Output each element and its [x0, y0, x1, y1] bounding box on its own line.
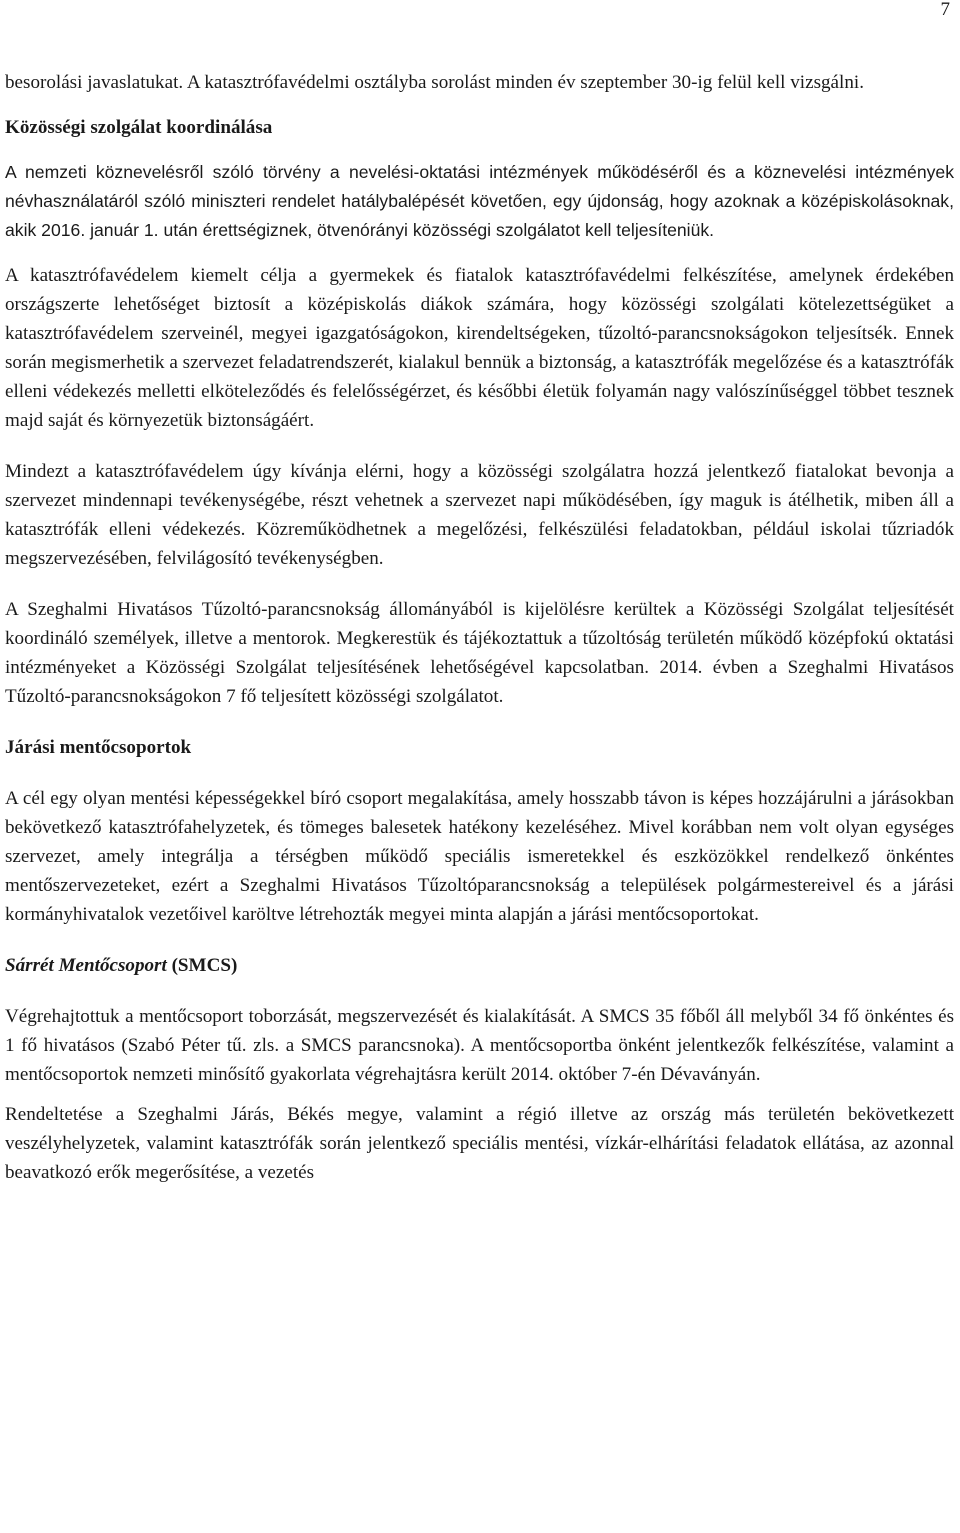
heading-sarret-mentocsoport — [5, 951, 954, 980]
heading-sarret-italic: Sárrét Mentőcsoport — [5, 955, 167, 976]
heading-sarret-abbrev: (SMCS) — [166, 955, 238, 976]
paragraph-intro: besorolási javaslatukat. A katasztrófavédelmi osztályba sorolást minden év szeptember 30-ig felül kell vizsgálni. — [5, 72, 864, 93]
paragraph-rendeltetese: Rendeltetése a Szeghalmi Járás, Békés megye, valamint a régió illetve az ország más területén bekövetkezett veszélyhelyzetek, valamint katasztrófák során jelentkező speciális mentési, vízkár-elhárítási feladatok ellátása, az azonnal beavatkozó erők megerősítése, a vezetés — [5, 1104, 954, 1183]
paragraph-katasztrofavedelem-celja: A katasztrófavédelem kiemelt célja a gyermekek és fiatalok katasztrófavédelmi felkészítése, amelynek érdekében országszerte lehetőséget biztosít a középiskolás diákok számára, hogy közösségi szolgálati kötelezettségüket a katasztrófavédelem szerveinél, megyei igazgatóságokon, kirendeltségeken, tűzoltó-parancsnokságokon teljesítsék. Ennek során megismerhetik a szervezet feladatrendszerét, kialakul bennük a biztonság, a katasztrófák megelőzése és a katasztrófák elleni védekezés melletti elköteleződés és felelősségérzet, és későbbi életük folyamán nagy valószínűséggel többet tesznek majd saját és környezetük biztonságáért. — [5, 265, 954, 431]
paragraph-vegrehajtottuk: Végrehajtottuk a mentőcsoport toborzását, megszervezését és kialakítását. A SMCS 35 főből áll melyből 34 fő önkéntes és 1 fő hivatásos (Szabó Péter tű. zls. a SMCS parancsnoka). A mentőcsoportba önként jelentkezők felkészítése, valamint a mentőcsoportok nemzeti minősítő gyakorlata végrehajtásra került 2014. október 7-én Dévaványán. — [5, 1006, 954, 1085]
paragraph-cel: A cél egy olyan mentési képességekkel bíró csoport megalakítása, amely hosszabb távon is képes hozzájárulni a járásokban bekövetkező katasztrófahelyzetek, és tömeges balesetek hatékony kezeléséhez. Mivel korábban nem volt olyan egységes szervezet, amely integrálja a térségben működő speciális ismeretekkel és eszközökkel rendelkező önkéntes mentőszervezeteket, ezért a Szeghalmi Hivatásos Tűzoltóparancsnokság a települések polgármestereivel és a járási kormányhivatalok vezetőivel karöltve létrehozták megyei minta alapján a járási mentőcsoportokat. — [5, 788, 954, 925]
paragraph-szeghalmi-tuzolto: A Szeghalmi Hivatásos Tűzoltó-parancsnokság állományából is kijelölésre kerültek a Közösségi Szolgálat teljesítését koordináló személyek, illetve a mentorok. Megkerestük és tájékoztattuk a tűzoltóság területén működő középfokú oktatási intézményeket a Közösségi Szolgálat teljesítésének lehetőségével kapcsolatban. 2014. évben a Szeghalmi Hivatásos Tűzoltó-parancsnokságokon 7 fő teljesített közösségi szolgálatot. — [5, 599, 954, 707]
paragraph-nemzeti-kozneveles: A nemzeti köznevelésről szóló törvény a nevelési-oktatási intézmények működéséről és a köznevelési intézmények névhasználatáról szóló miniszteri rendelet hatálybalépését követően, egy újdonság, hogy azoknak a középiskolásoknak, akik 2016. január 1. után érettségiznek, ötvenórányi közösségi szolgálatot kell teljesíteniük. — [5, 162, 954, 240]
paragraph-mindezt: Mindezt a katasztrófavédelem úgy kívánja elérni, hogy a közösségi szolgálatra hozzá jelentkező fiatalokat bevonja a szervezet mindennapi tevékenységébe, részt vehetnek a szervezet napi működésében, így maguk is átélhetik, miben áll a katasztrófák elleni védekezés. Közreműködhetnek a megelőzési, felkészülési feladatokban, például iskolai tűzriadók megszervezésében, felvilágosító tevékenységben. — [5, 461, 954, 569]
heading-jarasi-mentocsoportok: Járási mentőcsoportok — [5, 737, 192, 758]
document-body — [5, 68, 954, 1187]
heading-kozossegi-szolgalat: Közösségi szolgálat koordinálása — [5, 117, 273, 138]
page-number: 7 — [940, 0, 950, 20]
